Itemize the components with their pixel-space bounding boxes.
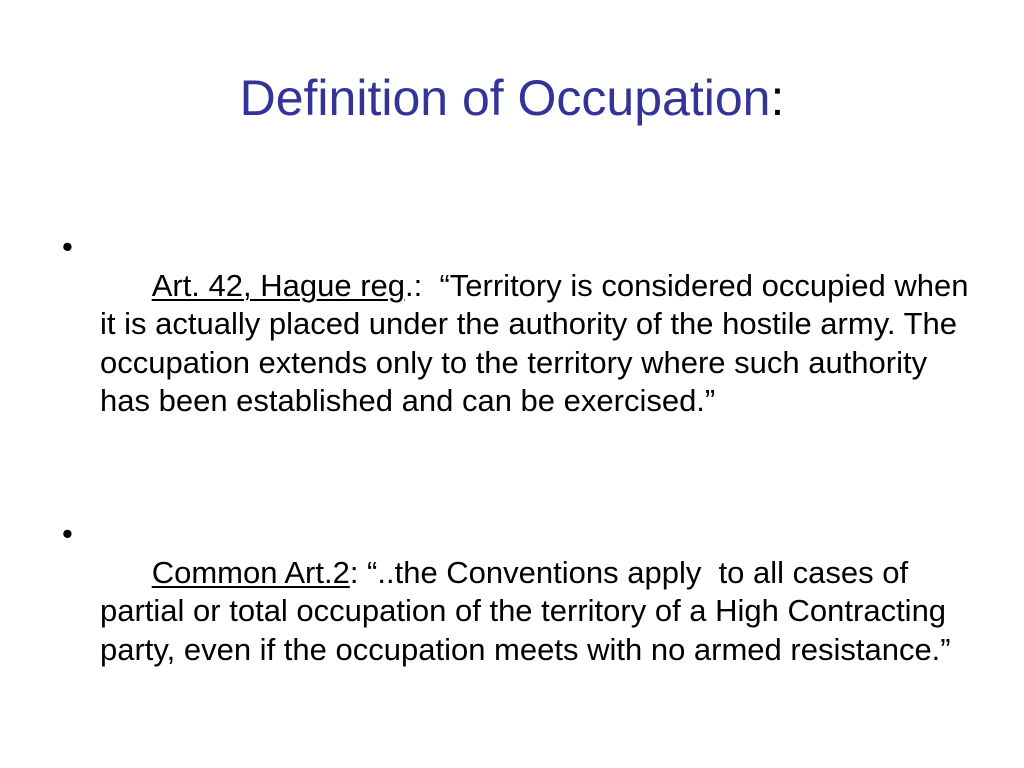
bullet-text-hague: .: “Territory is considered occupied when it is actually placed under the authority of the hostile army. The occupation extends only to the territory where such authority has been established and can be exercised.” [100, 267, 978, 418]
bullet-dot-icon: • [62, 229, 73, 264]
slide-title [0, 66, 1024, 130]
bullet-item-common-art [60, 515, 980, 708]
bullet-list [60, 228, 980, 708]
bullet-item-hague [60, 228, 980, 459]
bullet-dot-icon: • [62, 516, 73, 551]
slide-title-colon: : [770, 70, 785, 126]
slide-title-text: Definition of Occupation [239, 70, 771, 126]
bullet-text-common-art: : “..the Conventions apply to all cases of partial or total occupation of the territory of a High Contracting party, even if the occupation meets with no armed resistance.” [100, 554, 955, 667]
bullet-reference-common-art: Common Art.2 [151, 554, 350, 590]
bullet-reference-hague: Art. 42, Hague reg [151, 267, 406, 303]
